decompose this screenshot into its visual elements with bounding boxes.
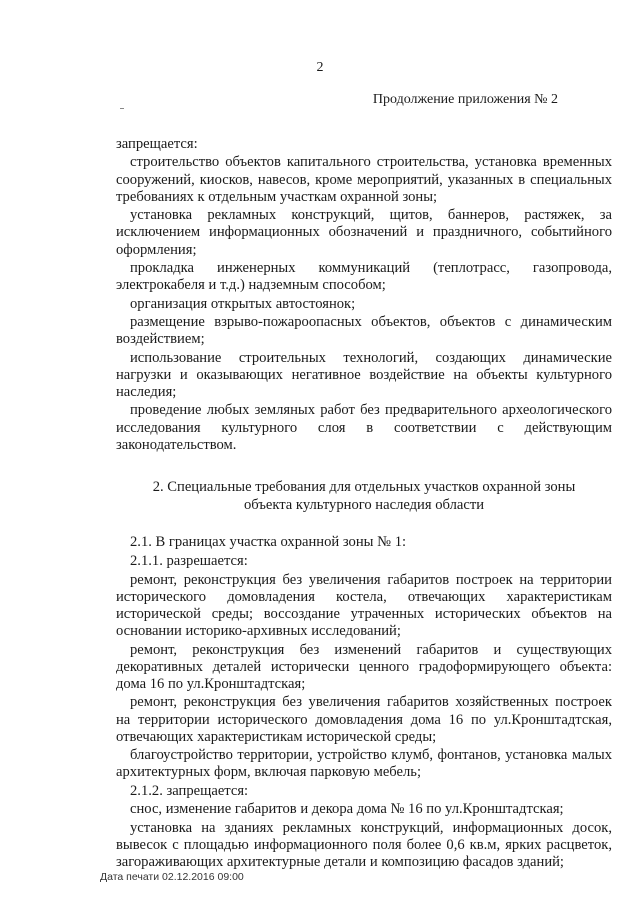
section-heading-line: 2. Специальные требования для отдельных участков охранной зоны	[152, 478, 576, 495]
page-number: 2	[316, 60, 324, 75]
paragraph: ремонт, реконструкция без увеличения габаритов построек на территории исторического домовладения костела, отвечающих характеристикам исторической среды; воссоздание утраченных исторических объектов на основании историко-архивных исследований;	[116, 571, 612, 640]
paragraph: строительство объектов капитального строительства, установка временных сооружений, киосков, навесов, кроме мероприятий, указанных в специальных требованиях к отдельным участкам охранной зоны;	[116, 154, 612, 205]
paragraph: запрещается:	[116, 136, 198, 152]
paragraph: прокладка инженерных коммуникаций (теплотрасс, газопровода, электрокабеля и т.д.) надземным способом;	[116, 259, 612, 294]
paragraph: снос, изменение габаритов и декора дома № 16 по ул.Кронштадтская;	[130, 801, 564, 818]
section-heading	[116, 478, 612, 514]
document-body	[116, 136, 612, 872]
paragraph: организация открытых автостоянок;	[130, 295, 356, 312]
paragraph: благоустройство территории, устройство клумб, фонтанов, установка малых архитектурных форм, включая парковую мебель;	[116, 747, 612, 781]
subsection-title: 2.1. В границах участка охранной зоны № 1:	[130, 533, 407, 550]
scan-speck	[120, 108, 124, 109]
appendix-note: Продолжение приложения № 2	[372, 92, 558, 107]
section-heading-line: объекта культурного наследия области	[243, 496, 485, 513]
paragraph: ремонт, реконструкция без увеличения габаритов хозяйственных построек на территории исторического домовладения дома 16 по ул.Кронштадтская, отвечающих характеристикам исторической среды;	[116, 694, 612, 745]
print-date-footer: Дата печати 02.12.2016 09:00	[100, 871, 244, 883]
paragraph: установка рекламных конструкций, щитов, баннеров, растяжек, за исключением информационных обозначений и праздничного, событийного оформления;	[116, 207, 612, 258]
paragraph: использование строительных технологий, создающих динамические нагрузки и оказывающих негативное воздействие на объекты культурного наследия;	[116, 349, 612, 400]
paragraph: ремонт, реконструкция без изменений габаритов и существующих декоративных деталей исторически ценного градоформирующего объекта: дома 16 по ул.Кронштадтская;	[116, 641, 612, 692]
paragraph: установка на зданиях рекламных конструкций, информационных досок, вывесок с площадью информационного поля более 0,6 кв.м, ярких расцветок, загораживающих архитектурные детали и композицию фасадов зданий;	[116, 819, 612, 870]
paragraph: размещение взрыво-пожароопасных объектов, объектов с динамическим воздействием;	[116, 313, 612, 348]
paragraph: проведение любых земляных работ без предварительного археологического исследования культурного слоя в соответствии с действующим законодательством.	[116, 402, 612, 453]
subsection-title: 2.1.2. запрещается:	[130, 782, 249, 799]
subsection-title: 2.1.1. разрешается:	[130, 553, 248, 570]
